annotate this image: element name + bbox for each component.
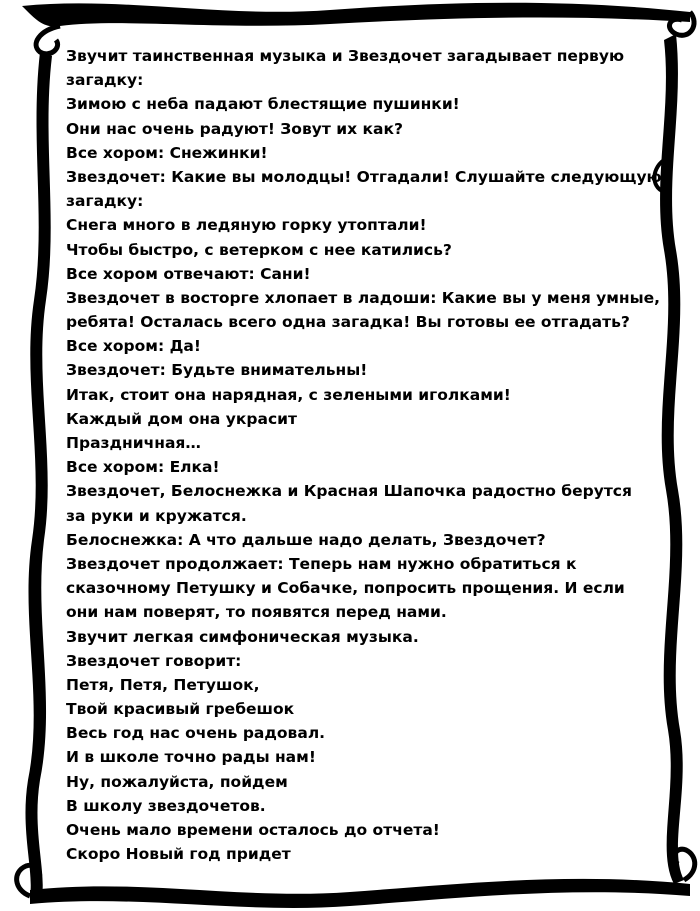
text-line: Итак, стоит она нарядная, с зелеными иголками! [66,385,511,404]
text-line: Звучит таинственная музыка и Звездочет загадывает первую [66,47,625,65]
text-line: они нам поверят, то появятся перед нами. [66,603,447,622]
text-line: Все хором: Да! [66,337,201,356]
text-line: Снега много в ледяную горку утоптали! [66,216,427,235]
text-line: Звездочет: Будьте внимательны! [66,361,368,380]
script-text [66,44,666,866]
text-line: Очень мало времени осталось до отчета! [66,821,440,839]
text-line: Звездочет, Белоснежка и Красная Шапочка радостно берутся [66,482,632,501]
text-line: Звездочет продолжает: Теперь нам нужно обратиться к [66,554,577,573]
text-line: Петя, Петя, Петушок, [66,675,260,694]
text-line: Звездочет говорит: [66,651,242,670]
scroll-bottom-edge [30,879,690,908]
text-line: Все хором: Елка! [66,458,220,477]
text-line: Твой красивый гребешок [66,700,295,719]
text-line: загадку: [66,192,144,211]
text-line: И в школе точно рады нам! [66,748,316,767]
text-line: В школу звездочетов. [66,796,266,815]
text-line: Скоро Новый год придет [66,845,291,864]
scroll-top-edge [22,3,690,27]
text-line: Каждый дом она украсит [66,409,298,428]
text-line: Все хором: Снежинки! [66,143,268,162]
text-line: Зимою с неба падают блестящие пушинки! [66,95,460,114]
text-line: Звучит легкая симфоническая музыка. [66,627,419,646]
text-line: Звездочет: Какие вы молодцы! Отгадали! Слушайте следующую [66,167,662,186]
text-line: Ну, пожалуйста, пойдем [66,772,288,791]
text-line: Чтобы быстро, с ветерком с нее катились? [66,240,452,259]
text-line: ребята! Осталась всего одна загадка! Вы готовы ее отгадать? [66,313,630,332]
text-line: Праздничная… [66,434,201,452]
text-line: Они нас очень радуют! Зовут их как? [66,119,403,138]
scroll-top-left-curl [36,26,60,54]
text-line: за руки и кружатся. [66,506,247,525]
scroll-left-edge [25,52,52,896]
text-line: Звездочет в восторге хлопает в ладоши: Какие вы у меня умные, [66,288,661,307]
text-line: загадку: [66,71,144,90]
text-line: сказочному Петушку и Собачке, попросить прощения. И если [66,579,625,598]
text-line: Весь год нас очень радовал. [66,724,326,743]
text-line: Все хором отвечают: Сани! [66,264,311,283]
text-line: Белоснежка: А что дальше надо делать, Звездочет? [66,530,546,549]
